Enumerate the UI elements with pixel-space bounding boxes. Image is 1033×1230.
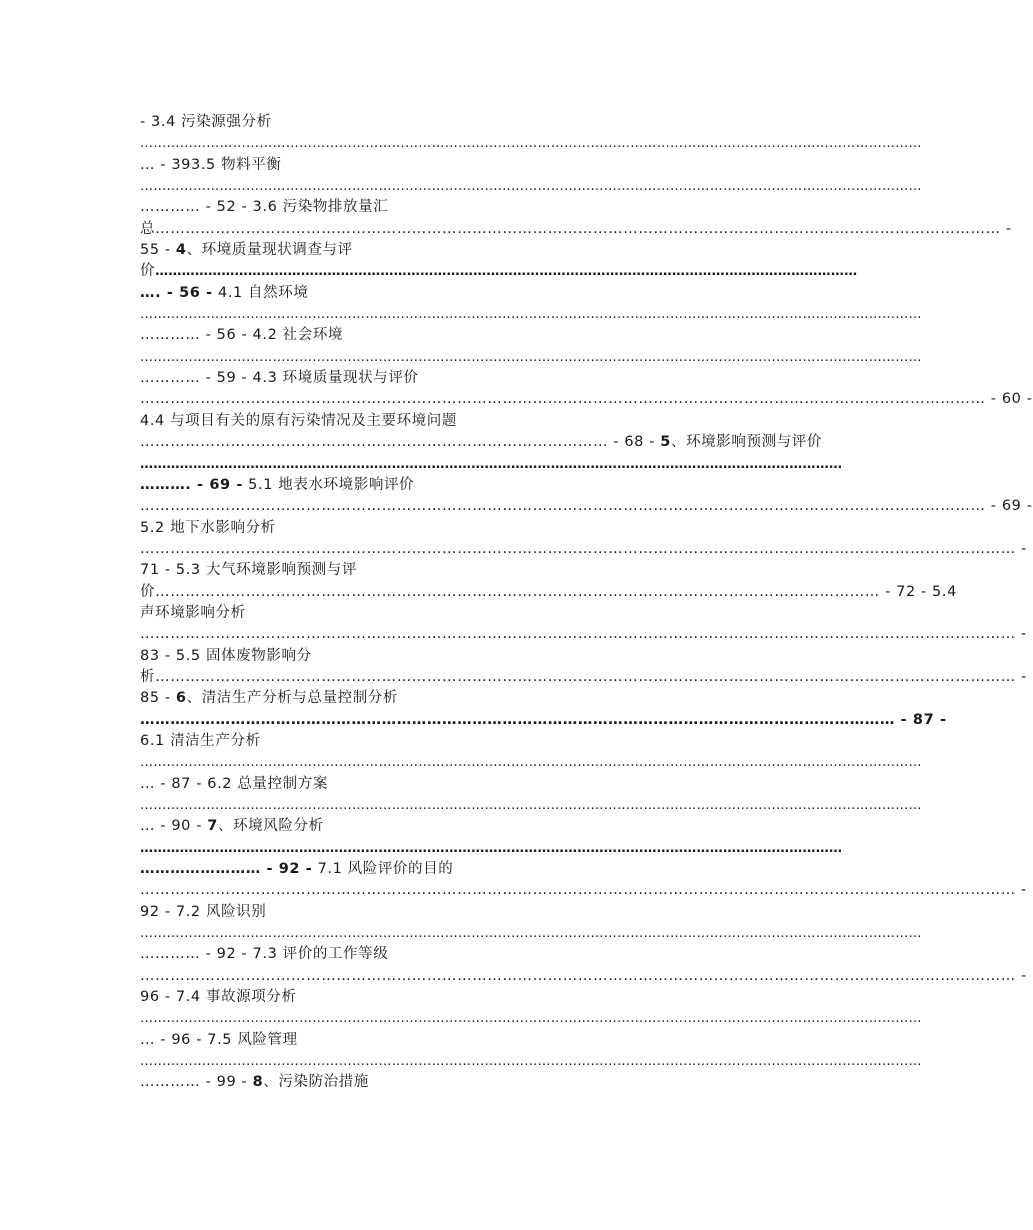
toc-line	[140, 539, 1027, 560]
toc-line	[140, 838, 843, 859]
toc-line	[140, 582, 957, 603]
toc-text-segment: ………………………………………………………………………………………………………………………………………………………… -	[140, 882, 1027, 899]
toc-text-segment: 、环境影响预测与评价	[670, 434, 822, 451]
toc-text-segment: 85 -	[140, 690, 176, 707]
toc-text-segment: ………………………………………………………………………………………………………………………………………………………… -	[140, 967, 1027, 984]
toc-line	[140, 731, 808, 752]
toc-text-segment: ……………………………………………………………………………………………………………………………………………………………	[140, 349, 922, 365]
toc-line	[140, 752, 922, 773]
toc-text-segment: 、环境质量现状调查与评	[186, 242, 353, 259]
toc-line	[140, 240, 808, 261]
toc-line	[140, 1072, 808, 1093]
toc-text-segment: ……………………………………………………………………………………………………………………………………………………………	[140, 798, 922, 813]
toc-text-segment: 92 - 7.2 风险识别	[140, 903, 267, 920]
toc-text-segment: 4	[175, 242, 187, 259]
toc-text-segment: 4.1 自然环境	[212, 284, 309, 301]
toc-text-segment: …………………………………………………………………………………………………………………………………………………… - 60 -	[140, 391, 1033, 408]
toc-line	[140, 816, 808, 837]
toc-line	[140, 368, 808, 389]
toc-text-segment: 、污染防治措施	[263, 1074, 369, 1091]
toc-text-segment: ……………………………………………………………………………………………………………………………………………………………	[140, 1011, 922, 1027]
toc-text-segment: …. - 56 -	[140, 284, 213, 301]
toc-text-segment: ……………………………………………………………………………………………………………………………………………………………	[140, 307, 922, 323]
toc-text-segment: 4.4 与项目有关的原有污染情况及主要环境问题	[140, 412, 457, 429]
toc-line	[140, 325, 808, 346]
toc-text-segment: 6	[175, 690, 187, 707]
toc-text-segment: ……………………………………………………………………………………………………………………………………………………………	[140, 179, 922, 195]
toc-line	[140, 475, 808, 496]
toc-line	[140, 902, 808, 923]
toc-line	[140, 219, 1012, 240]
toc-text-segment: …………………………………………………………………………………………………………………………………… - 87 -	[140, 711, 947, 728]
toc-line	[140, 1030, 808, 1051]
toc-text-segment: 、清洁生产分析与总量控制分析	[186, 690, 399, 707]
toc-text-segment: 5	[660, 434, 671, 451]
toc-text-segment: 7.1 风险评价的目的	[312, 861, 454, 878]
toc-text-segment: ……………………………………………………………………………………………………………………………………………	[140, 456, 843, 472]
toc-line	[140, 496, 1033, 517]
toc-text-segment: …………………………………………………………………………………………………………………………………………………… - 69 -	[140, 498, 1033, 515]
toc-text-segment: ……………………………………………………………………………………………………………………………………………………………	[140, 926, 922, 942]
toc-line	[140, 1008, 922, 1029]
toc-text-segment: 析……………………………………………………………………………………………………………………………………………………… -	[140, 668, 1027, 685]
toc-text-segment: 总…………………………………………………………………………………………………………………………………………………… -	[140, 220, 1012, 237]
toc-line	[140, 667, 1027, 688]
toc-text-segment: - 3.4 污染源强分析	[140, 114, 272, 130]
toc-line	[140, 432, 822, 453]
toc-line	[140, 859, 808, 880]
toc-line	[140, 176, 922, 197]
toc-text-segment: ……………………………………………………………………………………………………………………………………………	[140, 840, 843, 856]
table-of-contents	[140, 112, 1033, 1094]
toc-line	[140, 1051, 922, 1072]
toc-line	[140, 389, 1033, 410]
toc-text-segment: ………. - 69 -	[140, 476, 243, 493]
toc-text-segment: 8	[252, 1074, 264, 1091]
toc-text-segment: ………………………………………………………………………………………………………………………………………………………… -	[140, 626, 1027, 643]
toc-text-segment: ……………………………………………………………………………………………………………………………………………………………	[140, 1054, 922, 1070]
toc-line	[140, 987, 808, 1008]
toc-line	[140, 518, 808, 539]
toc-text-segment: ……………………………………………………………………………………………………………………………………………………………	[140, 136, 922, 152]
toc-line	[140, 454, 843, 475]
toc-text-segment: 55 -	[140, 242, 176, 259]
toc-text-segment: 、环境风险分析	[217, 818, 324, 835]
toc-text-segment: ………………………………………………………………………………… - 68 -	[140, 434, 661, 451]
toc-line	[140, 710, 947, 731]
toc-text-segment: 6.1 清洁生产分析	[140, 732, 261, 749]
toc-text-segment: ………… - 92 - 7.3 评价的工作等级	[140, 946, 389, 963]
toc-text-segment: ……………………………………………………………………………………………………………………………………………………………	[140, 755, 922, 771]
toc-text-segment: 价	[140, 263, 156, 280]
toc-text-segment: 71 - 5.3 大气环境影响预测与评	[140, 562, 357, 579]
toc-line	[140, 261, 858, 282]
toc-line	[140, 880, 1027, 901]
toc-text-segment: … - 393.5 物料平衡	[140, 156, 282, 173]
toc-text-segment: ………… - 59 - 4.3 环境质量现状与评价	[140, 370, 419, 387]
toc-text-segment: … - 87 - 6.2 总量控制方案	[140, 775, 328, 792]
toc-text-segment: … - 90 -	[140, 818, 208, 835]
toc-text-segment: … - 96 - 7.5 风险管理	[140, 1031, 298, 1048]
toc-line	[140, 603, 808, 624]
toc-text-segment: 5.1 地表水环境影响评价	[242, 476, 415, 493]
toc-text-segment: …………………… - 92 -	[140, 861, 313, 878]
toc-line	[140, 112, 808, 133]
toc-text-segment: ……………………………………………………………………………………………………………………………………………	[155, 264, 858, 280]
toc-text-segment: ………………………………………………………………………………………………………………………………………………………… -	[140, 540, 1027, 557]
toc-line	[140, 688, 808, 709]
toc-text-segment: ………… - 99 -	[140, 1074, 253, 1091]
toc-line	[140, 155, 808, 176]
toc-text-segment: 声环境影响分析	[140, 604, 246, 621]
toc-line	[140, 133, 922, 154]
toc-text-segment: ………… - 52 - 3.6 污染物排放量汇	[140, 199, 389, 216]
toc-text-segment: 96 - 7.4 事故源项分析	[140, 989, 297, 1006]
toc-line	[140, 624, 1027, 645]
toc-line	[140, 283, 808, 304]
toc-line	[140, 966, 1027, 987]
toc-line	[140, 923, 922, 944]
toc-text-segment: ………… - 56 - 4.2 社会环境	[140, 327, 344, 344]
toc-line	[140, 944, 808, 965]
toc-line	[140, 197, 808, 218]
toc-line	[140, 560, 808, 581]
toc-line	[140, 774, 808, 795]
toc-line	[140, 795, 922, 816]
toc-line	[140, 347, 922, 368]
toc-text-segment: 价……………………………………………………………………………………………………………………………… - 72 - 5.4	[140, 583, 957, 600]
toc-text-segment: 83 - 5.5 固体废物影响分	[140, 647, 312, 664]
toc-line	[140, 411, 808, 432]
toc-text-segment: 5.2 地下水影响分析	[140, 519, 276, 536]
toc-line	[140, 304, 922, 325]
toc-line	[140, 646, 808, 667]
toc-text-segment: 7	[207, 818, 218, 835]
